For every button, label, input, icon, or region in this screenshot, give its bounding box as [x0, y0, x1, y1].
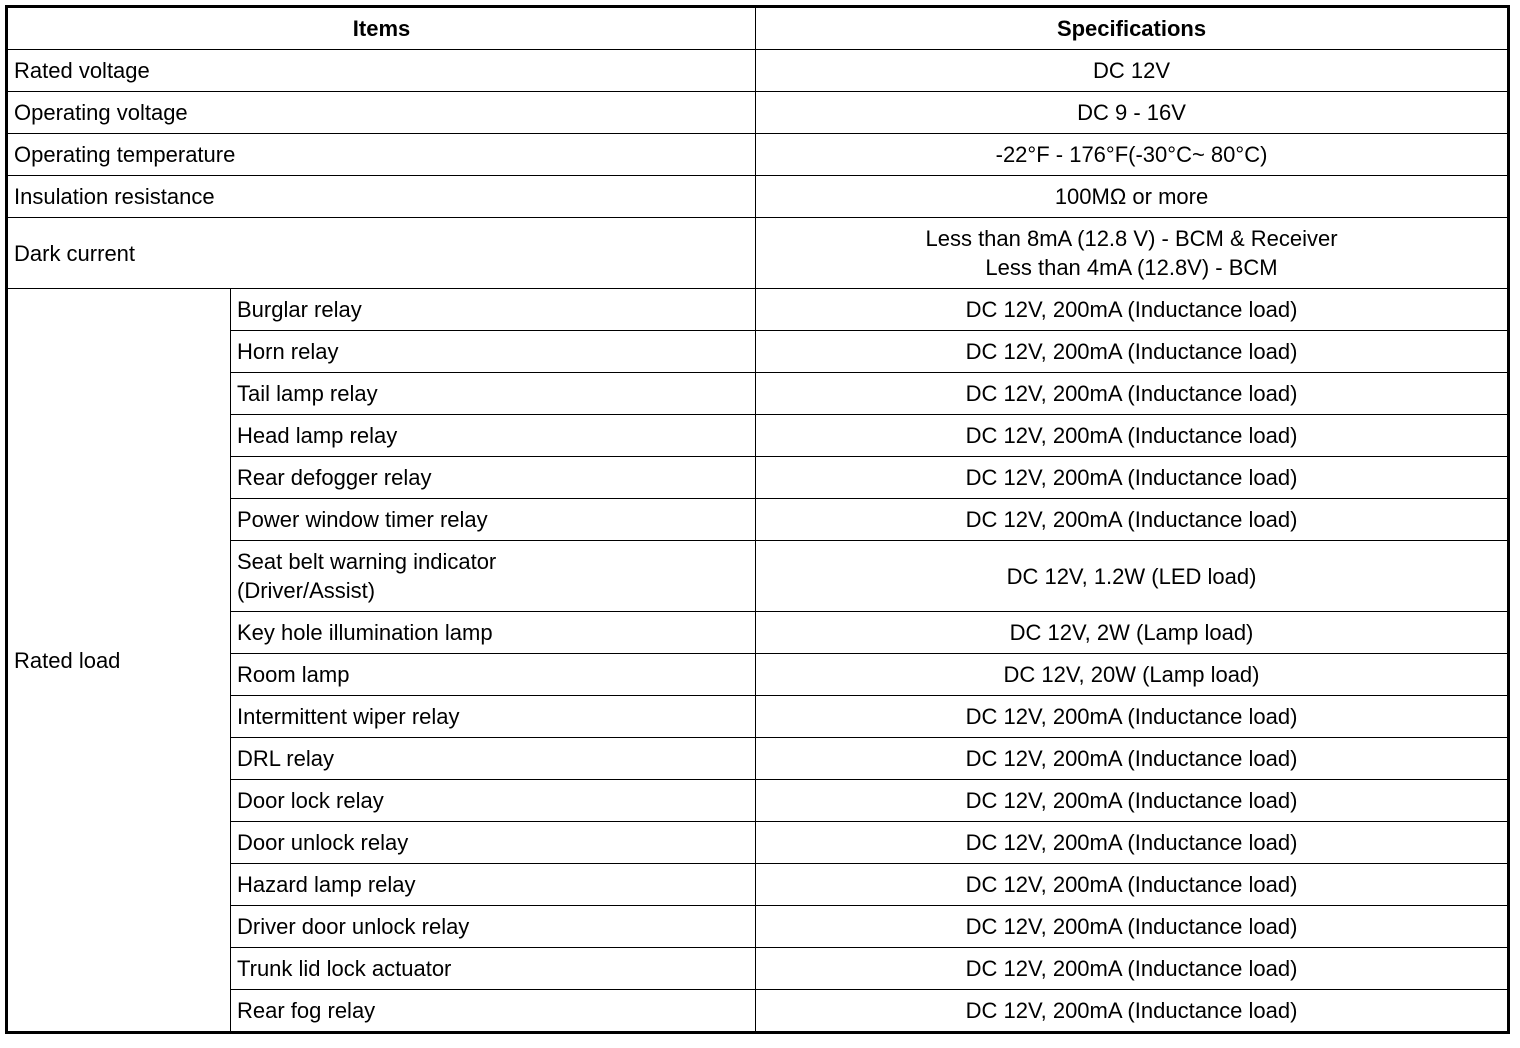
spec-value: DC 12V, 200mA (Inductance load): [756, 948, 1509, 990]
table-row: [7, 948, 1509, 990]
table-row: [7, 176, 1509, 218]
table-row: [7, 289, 1509, 331]
table-row: [7, 50, 1509, 92]
table-row: [7, 499, 1509, 541]
spec-value: DC 12V, 200mA (Inductance load): [756, 331, 1509, 373]
load-item-name: DRL relay: [231, 738, 756, 780]
spec-value: DC 12V, 200mA (Inductance load): [756, 457, 1509, 499]
load-item-name: Trunk lid lock actuator: [231, 948, 756, 990]
load-item-name: Rear fog relay: [231, 990, 756, 1033]
table-row: [7, 331, 1509, 373]
load-item-name: Burglar relay: [231, 289, 756, 331]
specifications-table: [5, 5, 1510, 1034]
spec-value: DC 9 - 16V: [756, 92, 1509, 134]
spec-value: DC 12V: [756, 50, 1509, 92]
table-row: [7, 822, 1509, 864]
spec-value: DC 12V, 200mA (Inductance load): [756, 696, 1509, 738]
spec-value: DC 12V, 200mA (Inductance load): [756, 822, 1509, 864]
load-item-name: Tail lamp relay: [231, 373, 756, 415]
load-item-name: Key hole illumination lamp: [231, 612, 756, 654]
spec-value: DC 12V, 200mA (Inductance load): [756, 415, 1509, 457]
spec-value: DC 12V, 200mA (Inductance load): [756, 289, 1509, 331]
table-row: [7, 134, 1509, 176]
item-label: Insulation resistance: [7, 176, 756, 218]
item-label: Operating voltage: [7, 92, 756, 134]
header-items: Items: [7, 7, 756, 50]
item-label: Rated voltage: [7, 50, 756, 92]
load-item-name: Door unlock relay: [231, 822, 756, 864]
table-row: [7, 738, 1509, 780]
spec-value: DC 12V, 200mA (Inductance load): [756, 990, 1509, 1033]
spec-value: -22°F - 176°F(-30°C~ 80°C): [756, 134, 1509, 176]
spec-value: DC 12V, 1.2W (LED load): [756, 541, 1509, 612]
load-item-name: Hazard lamp relay: [231, 864, 756, 906]
table-row: [7, 864, 1509, 906]
table-row: [7, 906, 1509, 948]
spec-value: DC 12V, 2W (Lamp load): [756, 612, 1509, 654]
table-row: [7, 218, 1509, 289]
spec-value: DC 12V, 200mA (Inductance load): [756, 499, 1509, 541]
item-label: Operating temperature: [7, 134, 756, 176]
table-row: [7, 780, 1509, 822]
table-row: [7, 696, 1509, 738]
rated-load-label: Rated load: [7, 289, 231, 1033]
spec-value: DC 12V, 200mA (Inductance load): [756, 864, 1509, 906]
load-item-name: Rear defogger relay: [231, 457, 756, 499]
spec-value: DC 12V, 200mA (Inductance load): [756, 906, 1509, 948]
table-row: [7, 541, 1509, 612]
spec-line: Less than 8mA (12.8 V) - BCM & Receiver: [925, 226, 1338, 251]
spec-value: DC 12V, 200mA (Inductance load): [756, 738, 1509, 780]
load-item-line: Seat belt warning indicator: [237, 549, 497, 574]
load-item-name: Horn relay: [231, 331, 756, 373]
load-item-name: Head lamp relay: [231, 415, 756, 457]
spec-value: DC 12V, 200mA (Inductance load): [756, 780, 1509, 822]
load-item-name: [231, 541, 756, 612]
table-row: [7, 373, 1509, 415]
spec-value: DC 12V, 20W (Lamp load): [756, 654, 1509, 696]
load-item-name: Door lock relay: [231, 780, 756, 822]
spec-value: DC 12V, 200mA (Inductance load): [756, 373, 1509, 415]
table-row: [7, 415, 1509, 457]
spec-value: [756, 218, 1509, 289]
table-row: [7, 990, 1509, 1033]
load-item-name: Room lamp: [231, 654, 756, 696]
load-item-line: (Driver/Assist): [237, 578, 376, 603]
item-label: Dark current: [7, 218, 756, 289]
table-row: [7, 92, 1509, 134]
table-row: [7, 654, 1509, 696]
table-row: [7, 612, 1509, 654]
spec-value: 100MΩ or more: [756, 176, 1509, 218]
load-item-name: Intermittent wiper relay: [231, 696, 756, 738]
load-item-name: Driver door unlock relay: [231, 906, 756, 948]
load-item-name: Power window timer relay: [231, 499, 756, 541]
table-row: [7, 457, 1509, 499]
spec-line: Less than 4mA (12.8V) - BCM: [985, 255, 1278, 280]
header-specifications: Specifications: [756, 7, 1509, 50]
header-row: [7, 7, 1509, 50]
